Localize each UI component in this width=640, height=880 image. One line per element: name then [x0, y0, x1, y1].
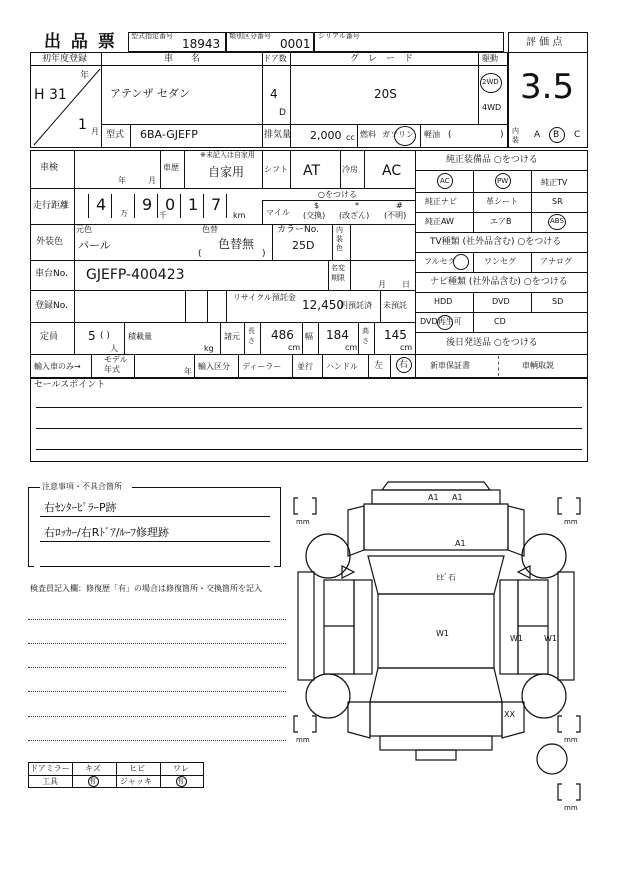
- grade-label: グ レ ー ド: [350, 54, 414, 64]
- mark-front-bumper-2: A1: [452, 493, 463, 502]
- equip-sr: SR: [552, 197, 563, 206]
- handle-label: ハンドル: [326, 362, 358, 371]
- model-value: 6BA-GJEFP: [140, 128, 198, 141]
- height-label: 高さ: [362, 327, 369, 345]
- displacement-label: 排気量: [264, 130, 292, 140]
- legend-tools-has: 有: [89, 777, 96, 785]
- mm-right-rear: mm: [564, 736, 578, 744]
- score-label: 評 価 点: [526, 37, 563, 48]
- doors-label: ドア数: [263, 54, 287, 63]
- mark-front-bumper-1: A1: [428, 493, 439, 502]
- height-value: 145: [384, 328, 407, 342]
- handle-left: 左: [374, 361, 384, 371]
- height-unit: cm: [400, 343, 413, 352]
- name-change-month: 月: [378, 280, 386, 289]
- right-front-wheel: [522, 534, 566, 578]
- rear-plate: [416, 750, 456, 760]
- mark-right-door: W1: [510, 634, 523, 643]
- mileage-mile: マイル: [266, 208, 290, 217]
- chassis-label: 車台No.: [35, 269, 68, 279]
- doors-value: 4: [270, 87, 278, 101]
- right-side-panel: [518, 580, 548, 674]
- equip-airbag: エアB: [490, 217, 512, 226]
- mm-right-front: mm: [564, 518, 578, 526]
- mileage-digit-1: 4: [96, 195, 107, 214]
- front-grille: [382, 482, 490, 490]
- original-color-value: パール: [78, 239, 111, 252]
- vehicle-manual: 車輌取説: [522, 361, 554, 370]
- mileage-circle-note: ○をつける: [318, 190, 357, 199]
- width-value: 184: [326, 328, 349, 342]
- dims-label: 諸元: [224, 332, 240, 341]
- inspection-label: 車検: [40, 163, 59, 173]
- recycle-label: リサイクル預託金: [233, 293, 296, 302]
- left-front-wheel: [306, 534, 350, 578]
- left-rear-wheel: [306, 674, 350, 718]
- class-number-value: 0001: [280, 37, 311, 51]
- rear-window: [370, 668, 502, 702]
- doors-type: D: [279, 108, 286, 118]
- length-label: 長さ: [248, 327, 255, 345]
- inspector-label: 検査員記入欄：修復歴「有」の場合は修復箇所・交換箇所を記入: [30, 584, 262, 593]
- later-items-title: 後日発送品 ○をつける: [446, 338, 538, 348]
- first-reg-month: 1: [78, 117, 87, 133]
- history-note: ※未記入は自家用: [200, 151, 255, 159]
- model-label: 型式: [106, 130, 125, 140]
- current-color-label: 色替: [202, 225, 218, 234]
- width-unit: cm: [345, 343, 358, 352]
- original-color-label: 元色: [76, 225, 92, 234]
- spare-tire: [537, 744, 567, 774]
- equip-leather: 革シート: [486, 197, 518, 206]
- right-pillar-strip: [500, 580, 518, 674]
- left-rocker: [298, 572, 314, 680]
- first-reg-month-unit: 月: [91, 127, 99, 136]
- fuel-value: ガソリン: [382, 130, 414, 139]
- mileage-label: 走行距離: [33, 201, 70, 211]
- spec-number-value: 18943: [182, 37, 221, 51]
- mileage-digit-3: 0: [165, 195, 176, 214]
- length-unit: cm: [288, 343, 301, 352]
- mark-roof: W1: [436, 629, 449, 638]
- cooling-value: AC: [382, 163, 402, 179]
- navi-cd: CD: [494, 317, 506, 326]
- sheet-title: 出 品 票: [44, 32, 117, 52]
- sales-point-label: セールスポイント: [34, 380, 106, 390]
- shift-label: シフト: [264, 165, 288, 174]
- capacity-unit: 人: [110, 344, 118, 353]
- mileage-digit-2: 9: [142, 195, 153, 214]
- import-parallel: 並行: [297, 362, 313, 371]
- note-line-2: 右ﾛｯｶｰ/右Rﾄﾞｱ/ﾙｰﾌ修理跡: [44, 526, 170, 539]
- tv-fullseg: フルセグ: [424, 257, 456, 266]
- left-front-fender: [348, 506, 364, 556]
- recycle-unpaid: 未預託: [383, 301, 407, 310]
- capacity-value: 5: [88, 329, 96, 343]
- drive-4wd: 4WD: [482, 103, 502, 112]
- mileage-man: 万: [120, 209, 128, 218]
- oil-label: 軽油: [424, 130, 440, 139]
- legend-door-mirror: ドアミラー: [30, 764, 70, 773]
- name-change-day: 日: [402, 280, 410, 289]
- color-no-value: 25D: [292, 239, 315, 252]
- mm-left-rear: mm: [296, 736, 310, 744]
- displacement-unit: cc: [346, 133, 355, 142]
- color-label: 外装色: [36, 237, 64, 247]
- capacity-label: 定員: [40, 332, 59, 342]
- length-value: 486: [271, 328, 294, 342]
- model-year-unit: 年: [184, 367, 192, 376]
- left-side-panel: [324, 580, 354, 674]
- navi-hdd: HDD: [434, 297, 453, 306]
- right-rear-fender: [502, 702, 524, 738]
- handle-right: 右: [399, 360, 409, 370]
- tv-oneseg: ワンセグ: [484, 257, 516, 266]
- cooling-label: 冷房: [342, 165, 358, 174]
- first-reg-year-unit: 年: [80, 71, 90, 81]
- mm-left-front: mm: [296, 518, 310, 526]
- mark-windshield: ﾋﾋﾞ石: [436, 573, 456, 582]
- note-line-1: 右ｾﾝﾀｰﾋﾟﾗｰP跡: [44, 501, 117, 514]
- current-color-value: 色替無: [218, 237, 255, 251]
- name-change-label: 名変期限: [331, 264, 345, 282]
- navi-sd: SD: [552, 297, 564, 306]
- import-label: 輸入車のみ→: [34, 362, 81, 371]
- tv-analog: アナログ: [540, 257, 572, 266]
- model-year-label: モデル年式: [104, 355, 128, 374]
- navi-title: ナビ種類 (社外品含む) ○をつける: [430, 277, 568, 287]
- drive-2wd: 2WD: [482, 78, 499, 86]
- color-no-label: カラーNo.: [277, 225, 319, 235]
- left-pillar-strip: [354, 580, 372, 674]
- recycle-value: 12,450: [302, 298, 344, 312]
- warranty-book: 新車保証書: [430, 361, 470, 370]
- car-name-value: アテンザ セダン: [110, 87, 191, 100]
- legend-jack-has: 有: [177, 777, 184, 785]
- equip-title: 純正装備品 ○をつける: [446, 155, 538, 165]
- auction-sheet: 出 品 票 型式指定番号 18943 類別区分番号 0001 シリアル番号 評 価 点 3.5 初年度登録 年 H 31 1 月 車 名 アテンザ セダン ドア数 4 D グ レ ー ド 20S 駆動 2WD 4WD 型式 6BA-GJEFP 排気量 2,000 cc 燃料 ガソリン 軽油 ( ) 内装 A B C 車検 年 月 車歴 ※未記入は自家用 自家用 シフト AT 冷房 AC 走行距離 4 万 9 千 0 1 7 km ○をつける マイル $ (交換) * (改ざん) # (不明) 外装色 元色 パール 色替 色替無 ( ) カラーNo. 25D 内装色 車台No. GJEFP-400423 名変期限 月 日 登録No. リサイクル預託金 12,450 円預託済 未預託 定員 5 ( ) 人 積載量 kg 諸元 長さ 486 cm 幅 184 cm 高さ 145 cm 輸入車のみ→ モデル年式 年 輸入区分 ディーラー 並行 ハンドル 左 右 純正装備品 ○をつける AC PW 純正TV 純正ナビ 革シート SR 純正AW エアB ABS TV種類 (社外品含む) ○をつける フルセグ ワンセグ アナログ ナビ種類 (社外品含む) ○をつける HDD DVD SD DVD再生可 CD 後日発送品 ○をつける 新車保証書 車輌取説 セールスポイント 注意事項・不具合箇所 右ｾﾝﾀｰﾋﾟﾗｰP跡 右ﾛｯｶｰ/右Rﾄﾞｱ/ﾙｰﾌ修理跡 検査員記入欄：修復歴「有」の場合は修復箇所・交換箇所を記入 ドアミラー キズ ヒビ ワレ 工具 有 ジャッキ 有 A1 A1 A1 ﾋﾋﾞ石 W1 W1 W1 XX mm mm mm mm mm: [0, 0, 640, 880]
- equip-navi: 純正ナビ: [425, 197, 457, 206]
- history-label: 車歴: [163, 163, 179, 172]
- mileage-altered: (改ざん): [339, 211, 370, 220]
- score-divider: [508, 52, 588, 53]
- equip-aw: 純正AW: [425, 217, 454, 226]
- interior-a: A: [534, 130, 541, 140]
- legend-tools: 工具: [42, 777, 58, 786]
- mileage-digit-5: 7: [211, 195, 222, 214]
- displacement-value: 2,000: [310, 129, 342, 142]
- equip-tv: 純正TV: [541, 178, 568, 187]
- registration-label: 登録No.: [35, 301, 68, 311]
- mileage-exchange: (交換): [303, 211, 326, 220]
- left-rear-fender: [348, 702, 370, 738]
- first-reg-label: 初年度登録: [42, 54, 88, 64]
- right-rear-wheel: [522, 674, 566, 718]
- import-type-label: 輸入区分: [198, 362, 230, 371]
- shift-value: AT: [303, 163, 321, 179]
- capacity-paren: ( ): [100, 331, 110, 341]
- mark-hood: A1: [455, 539, 466, 548]
- interior-color-label: 内装色: [336, 226, 343, 252]
- tv-title: TV種類 (社外品含む) ○をつける: [430, 237, 562, 247]
- inspection-year-unit: 年: [118, 176, 126, 185]
- chassis-value: GJEFP-400423: [86, 267, 185, 283]
- notes-title: 注意事項・不具合箇所: [42, 482, 122, 491]
- navi-dvd: DVD: [492, 297, 510, 306]
- legend-crack: ヒビ: [129, 764, 145, 773]
- legend-break: ワレ: [173, 764, 189, 773]
- load-unit: kg: [204, 344, 214, 353]
- interior-b: B: [553, 130, 560, 140]
- class-number-label: 類別区分番号: [229, 32, 271, 40]
- mileage-sen: 千: [159, 211, 167, 220]
- right-front-fender: [508, 506, 524, 556]
- mark-right-rear: XX: [504, 710, 515, 719]
- trunk: [370, 702, 502, 736]
- inspection-month-unit: 月: [148, 176, 156, 185]
- fuel-label: 燃料: [360, 130, 376, 139]
- right-rocker: [558, 572, 574, 680]
- mark-right-rocker: W1: [544, 634, 557, 643]
- mileage-unknown-sym: #: [396, 201, 403, 210]
- mileage-exchange-sym: $: [314, 201, 320, 210]
- interior-label: 内装: [512, 127, 519, 144]
- mileage-altered-sym: *: [355, 201, 359, 210]
- car-damage-diagram: [288, 476, 588, 816]
- drive-label: 駆動: [482, 54, 498, 63]
- legend-scratch: キズ: [85, 764, 101, 773]
- serial-number-label: シリアル番号: [318, 32, 360, 40]
- recycle-unit: 円預託済: [340, 301, 372, 310]
- mm-spare: mm: [564, 804, 578, 812]
- width-label: 幅: [305, 332, 313, 341]
- first-reg-era: H 31: [34, 87, 67, 103]
- legend-jack: ジャッキ: [120, 777, 152, 786]
- mileage-unknown: (不明): [384, 211, 407, 220]
- equip-abs: ABS: [550, 217, 564, 225]
- spec-number-label: 型式指定番号: [131, 32, 173, 40]
- load-label: 積載量: [128, 332, 152, 341]
- navi-dvd-play: DVD再生可: [420, 317, 462, 326]
- interior-c: C: [574, 130, 581, 140]
- score-value: 3.5: [520, 67, 575, 107]
- rear-bumper: [380, 736, 492, 750]
- mileage-unit: km: [233, 211, 246, 220]
- history-value: 自家用: [208, 165, 245, 179]
- import-dealer: ディーラー: [242, 362, 282, 371]
- mileage-digit-4: 1: [188, 195, 199, 214]
- hood: [364, 504, 508, 550]
- grade-value: 20S: [374, 87, 397, 101]
- car-name-label: 車 名: [164, 54, 201, 64]
